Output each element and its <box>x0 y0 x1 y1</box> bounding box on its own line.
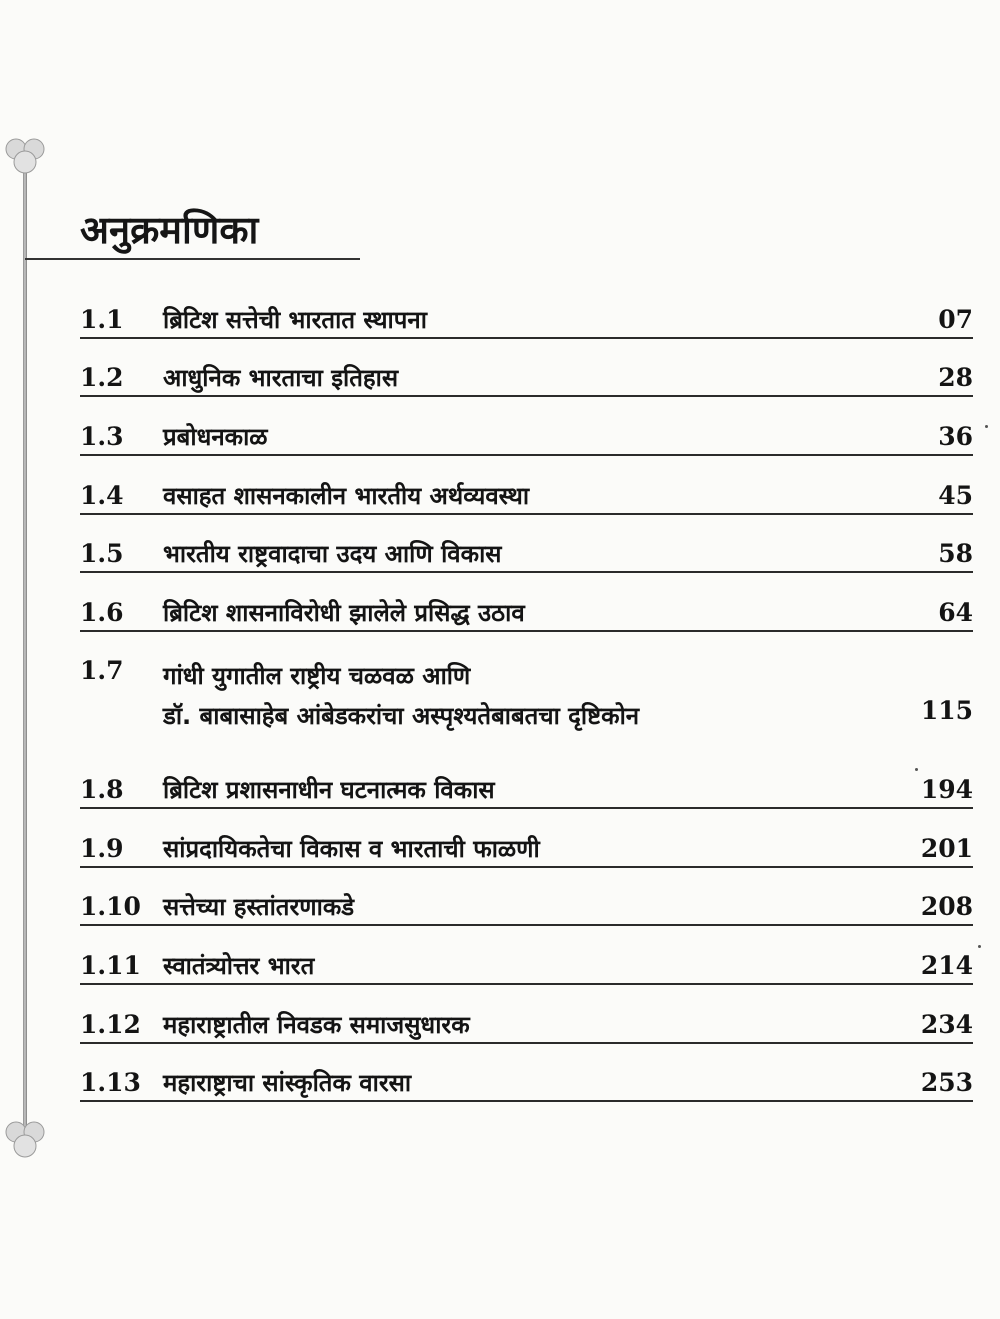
chapter-title-line: गांधी युगातील राष्ट्रीय चळवळ आणि <box>163 662 471 691</box>
chapter-number: 1.12 <box>80 1009 141 1039</box>
toc-entry <box>80 868 973 927</box>
chapter-title: सत्तेच्या हस्तांतरणाकडे <box>163 893 355 922</box>
side-ornament-bar <box>23 160 27 1130</box>
page-number: 194 <box>920 774 973 804</box>
chapter-title: प्रबोधनकाळ <box>163 423 268 452</box>
toc-entry <box>80 985 973 1044</box>
flower-ornament-icon <box>0 132 50 182</box>
print-speck <box>915 768 918 771</box>
page-number: 45 <box>938 480 973 510</box>
chapter-number: 1.9 <box>80 833 124 863</box>
chapter-number: 1.4 <box>80 480 124 510</box>
chapter-number: 1.3 <box>80 422 124 452</box>
chapter-title: ब्रिटिश सत्तेची भारतात स्थापना <box>163 305 427 334</box>
page-number: 07 <box>938 304 973 334</box>
chapter-title-line: डॉ. बाबासाहेब आंबेडकरांचा अस्पृश्यतेबाबतचा दृष्टिकोन <box>163 702 640 731</box>
chapter-number: 1.11 <box>80 950 141 980</box>
chapter-number: 1.1 <box>80 304 124 334</box>
page-title: अनुक्रमणिका <box>80 208 259 252</box>
page-number: 36 <box>938 422 973 452</box>
toc-entry <box>80 632 973 750</box>
toc-entry <box>80 809 973 868</box>
table-of-contents <box>80 280 973 1102</box>
toc-entry <box>80 339 973 398</box>
print-speck <box>978 945 981 948</box>
page-number: 115 <box>920 696 973 726</box>
page-number: 208 <box>920 892 973 922</box>
chapter-title: आधुनिक भारताचा इतिहास <box>163 364 399 393</box>
toc-entry <box>80 456 973 515</box>
toc-entry <box>80 515 973 574</box>
toc-entry <box>80 573 973 632</box>
chapter-title: वसाहत शासनकालीन भारतीय अर्थव्यवस्था <box>163 481 530 510</box>
page-number: 201 <box>920 833 973 863</box>
toc-entry <box>80 750 973 809</box>
chapter-title: सांप्रदायिकतेचा विकास व भारताची फाळणी <box>163 834 540 863</box>
chapter-number: 1.13 <box>80 1068 141 1098</box>
chapter-title: ब्रिटिश शासनाविरोधी झालेले प्रसिद्ध उठाव <box>163 599 525 628</box>
print-speck <box>985 425 988 428</box>
toc-entry <box>80 280 973 339</box>
chapter-number: 1.5 <box>80 539 124 569</box>
page-number: 58 <box>938 539 973 569</box>
page-number: 234 <box>920 1009 973 1039</box>
chapter-number: 1.7 <box>80 656 124 686</box>
chapter-number: 1.8 <box>80 774 124 804</box>
chapter-title: भारतीय राष्ट्रवादाचा उदय आणि विकास <box>163 540 502 569</box>
chapter-title: महाराष्ट्रातील निवडक समाजसुधारक <box>163 1010 470 1039</box>
toc-entry <box>80 397 973 456</box>
page-number: 253 <box>920 1068 973 1098</box>
chapter-title <box>163 656 639 736</box>
page-number: 28 <box>938 363 973 393</box>
title-underline <box>25 258 360 260</box>
chapter-number: 1.2 <box>80 363 124 393</box>
chapter-number: 1.10 <box>80 892 141 922</box>
toc-entry <box>80 926 973 985</box>
flower-ornament-icon <box>0 1112 50 1162</box>
page-number: 64 <box>938 598 973 628</box>
toc-entry <box>80 1044 973 1103</box>
page-number: 214 <box>920 950 973 980</box>
chapter-title: स्वातंत्र्योत्तर भारत <box>163 951 315 980</box>
chapter-title: ब्रिटिश प्रशासनाधीन घटनात्मक विकास <box>163 775 495 804</box>
chapter-number: 1.6 <box>80 598 124 628</box>
chapter-title: महाराष्ट्राचा सांस्कृतिक वारसा <box>163 1069 412 1098</box>
